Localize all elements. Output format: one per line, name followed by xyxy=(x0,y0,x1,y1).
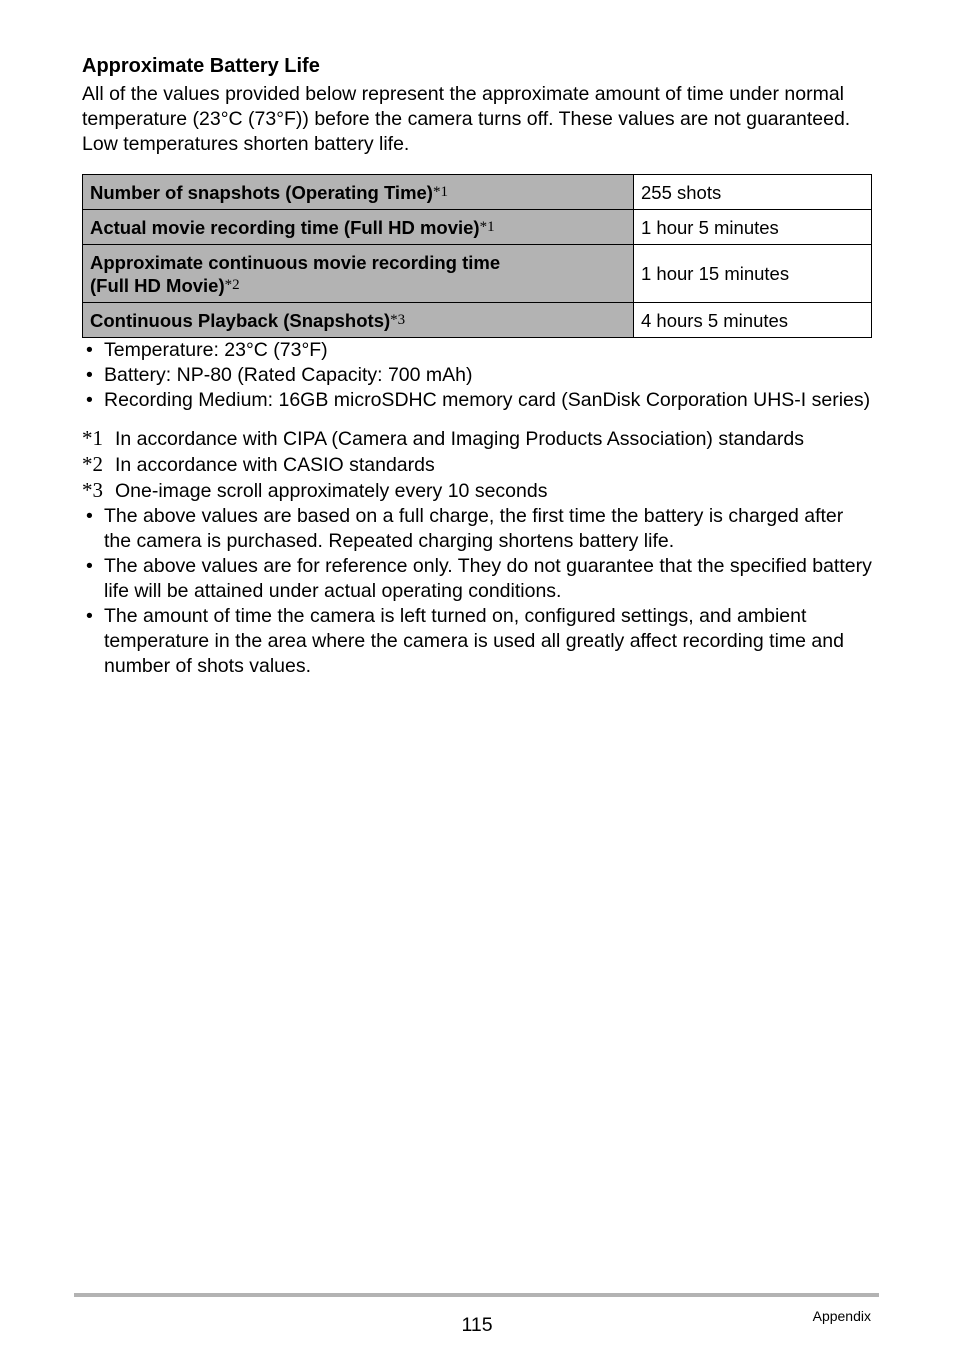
table-row xyxy=(83,303,872,338)
footnote: *2 In accordance with CASIO standards xyxy=(82,452,435,476)
bullet: • xyxy=(86,555,93,577)
section-title: Approximate Battery Life xyxy=(82,55,320,77)
row-label: Approximate continuous movie recording time (Full HD Movie)*2 xyxy=(83,245,634,303)
footer-divider xyxy=(74,1293,879,1297)
bullet: • xyxy=(86,339,93,361)
section-name: Appendix xyxy=(812,1308,871,1324)
page-number: 115 xyxy=(461,1314,493,1336)
bullet: • xyxy=(86,364,93,386)
list-item: • The amount of time the camera is left turned on, configured settings, and ambient temperature in the area where the camera is used all greatly affect recording time and number of shots values. xyxy=(86,605,844,677)
row-label: Number of snapshots (Operating Time)*1 xyxy=(83,175,634,210)
bullet: • xyxy=(86,389,93,411)
row-value: 4 hours 5 minutes xyxy=(634,303,872,338)
list-item: • Battery: NP-80 (Rated Capacity: 700 mAh) xyxy=(86,364,473,386)
footnote-mark: *1 xyxy=(82,426,103,450)
footnote-ref: *1 xyxy=(479,218,495,235)
battery-life-table xyxy=(82,174,872,338)
list-item: • The above values are for reference only. They do not guarantee that the specified battery life will be attained under actual operating conditions. xyxy=(86,555,872,602)
footnote: *1 In accordance with CIPA (Camera and Imaging Products Association) standards xyxy=(82,426,804,450)
table-row xyxy=(83,210,872,245)
list-item: • The above values are based on a full charge, the first time the battery is charged after the camera is purchased. Repeated charging shortens battery life. xyxy=(86,505,844,552)
row-value: 1 hour 5 minutes xyxy=(634,210,872,245)
intro-paragraph: All of the values provided below represent the approximate amount of time under normal temperature (23°C (73°F)) before the camera turns off. These values are not guaranteed. Low temperatures shorten battery life. xyxy=(82,83,851,155)
footnote-ref: *1 xyxy=(432,183,448,200)
table-row xyxy=(83,175,872,210)
bullet: • xyxy=(86,605,93,627)
footnote: *3 One-image scroll approximately every 10 seconds xyxy=(82,478,548,502)
footnote-ref: *2 xyxy=(224,276,240,293)
row-label: Actual movie recording time (Full HD movie)*1 xyxy=(83,210,634,245)
bullet: • xyxy=(86,505,93,527)
document-page xyxy=(82,54,872,679)
remarks-list xyxy=(82,504,872,679)
list-item: • Temperature: 23°C (73°F) xyxy=(86,339,328,361)
row-value: 255 shots xyxy=(634,175,872,210)
row-value: 1 hour 15 minutes xyxy=(634,245,872,303)
row-label: Continuous Playback (Snapshots)*3 xyxy=(83,303,634,338)
test-conditions-list xyxy=(82,338,872,413)
list-item: • Recording Medium: 16GB microSDHC memory card (SanDisk Corporation UHS-I series) xyxy=(86,389,871,411)
footnote-mark: *2 xyxy=(82,452,103,476)
footnotes xyxy=(82,426,872,504)
footnote-mark: *3 xyxy=(82,478,103,502)
table-row xyxy=(83,245,872,303)
footnote-ref: *3 xyxy=(390,311,406,328)
